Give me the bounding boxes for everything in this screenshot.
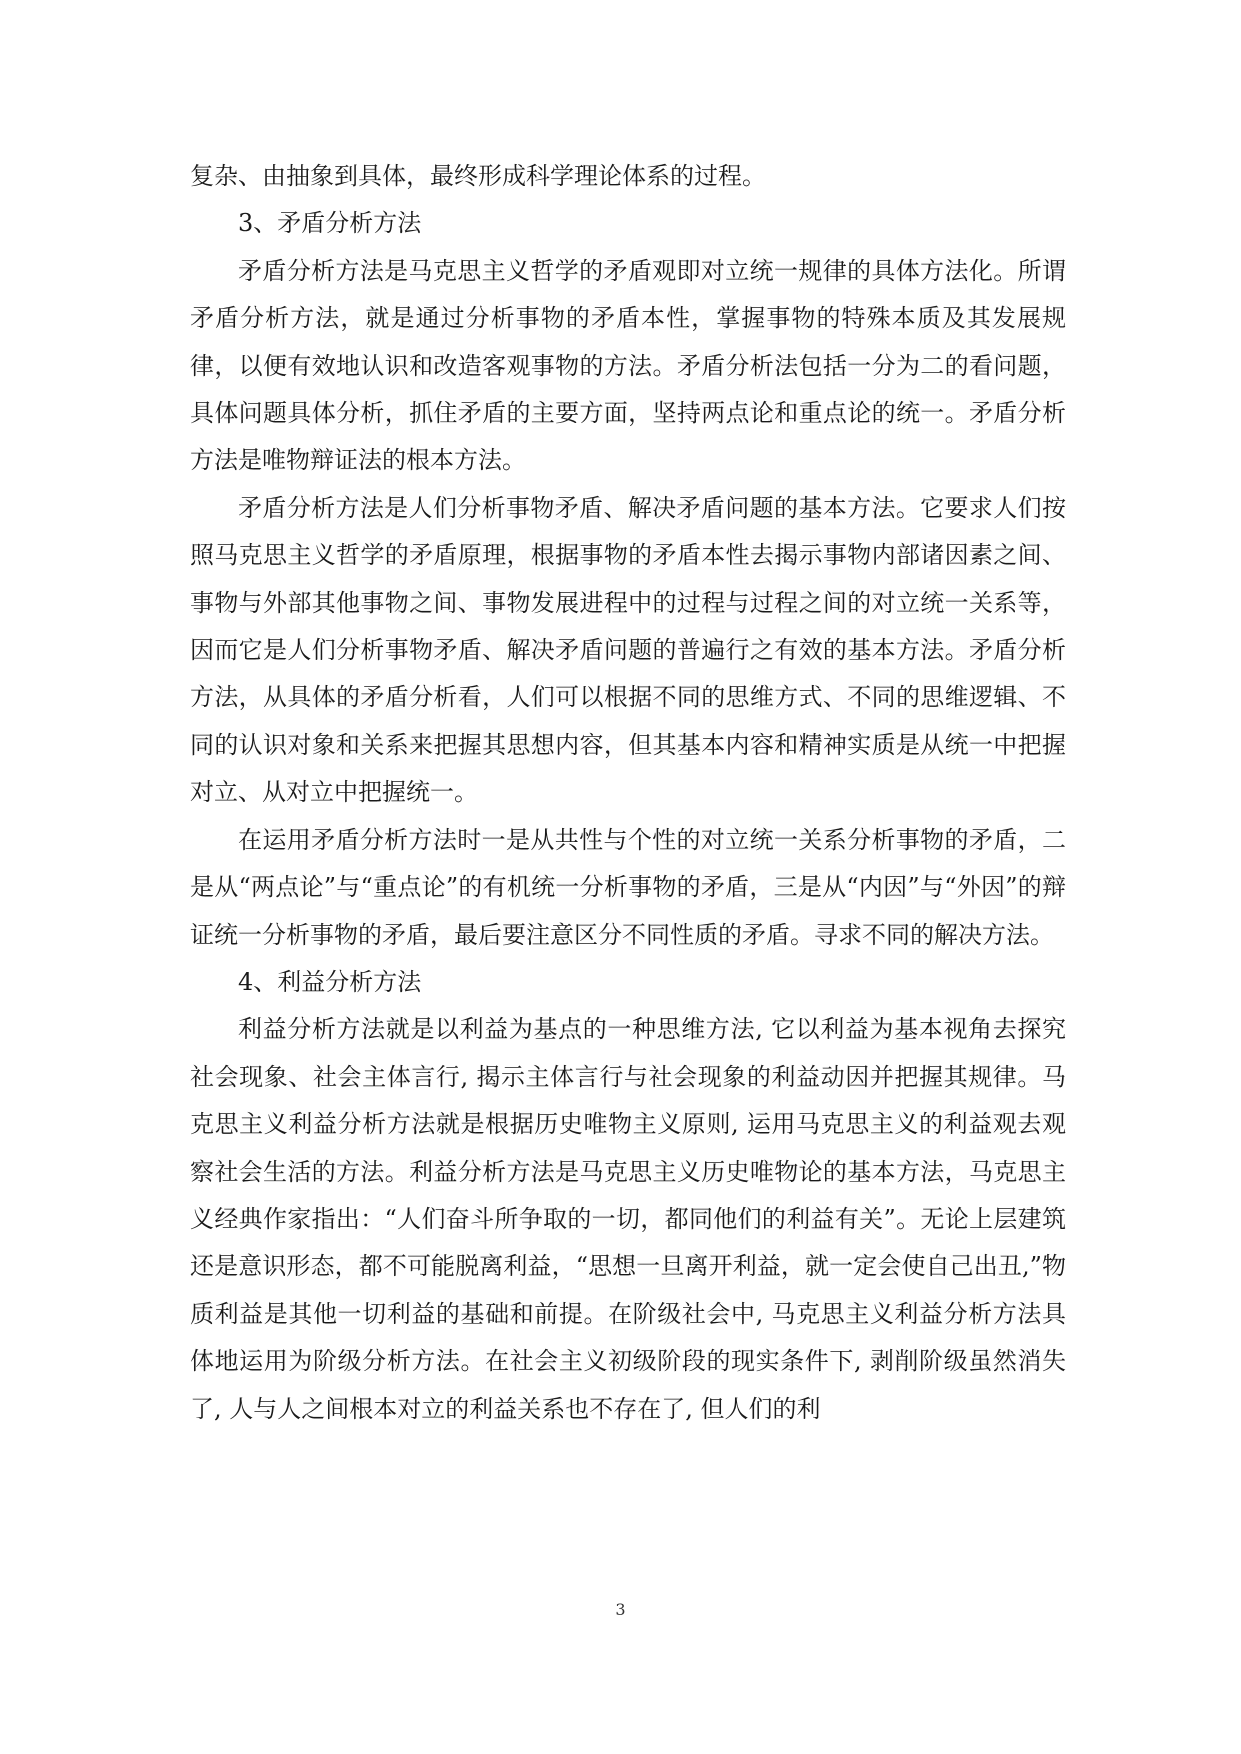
paragraph: 矛盾分析方法是人们分析事物矛盾、解决矛盾问题的基本方法。它要求人们按照马克思主义哲学的矛盾原理，根据事物的矛盾本性去揭示事物内部诸因素之间、事物与外部其他事物之间、事物发展进程中的过程与过程之间的对立统一关系等，因而它是人们分析事物矛盾、解决矛盾问题的普遍行之有效的基本方法。矛盾分析方法，从具体的矛盾分析看，人们可以根据不同的思维方式、不同的思维逻辑、不同的认识对象和关系来把握其思想内容，但其基本内容和精神实质是从统一中把握对立、从对立中把握统一。 — [190, 493, 1066, 807]
page-number: 3 — [615, 1600, 626, 1619]
section-heading-3: 3、矛盾分析方法 — [238, 209, 422, 238]
paragraph-continuation: 复杂、由抽象到具体，最终形成科学理论体系的过程。 — [190, 162, 766, 190]
paragraph: 在运用矛盾分析方法时一是从共性与个性的对立统一关系分析事物的矛盾，二是从“两点论”与“重点论”的有机统一分析事物的矛盾，三是从“内因”与“外因”的辩证统一分析事物的矛盾，最后要注意区分不同性质的矛盾。寻求不同的解决方法。 — [190, 825, 1066, 949]
paragraph: 利益分析方法就是以利益为基点的一种思维方法, 它以利益为基本视角去探究社会现象、社会主体言行, 揭示主体言行与社会现象的利益动因并把握其规律。马克思主义利益分析方法就是根据历史唯物主义原则, 运用马克思主义的利益观去观察社会生活的方法。利益分析方法是马克思主义历史唯物论的基本方法，马克思主义经典作家指出：“人们奋斗所争取的一切，都同他们的利益有关”。无论上层建筑还是意识形态，都不可能脱离利益，“思想一旦离开利益，就一定会使自己出丑,”物质利益是其他一切利益的基础和前提。在阶级社会中, 马克思主义利益分析方法具体地运用为阶级分析方法。在社会主义初级阶段的现实条件下, 剥削阶级虽然消失了, 人与人之间根本对立的利益关系也不存在了, 但人们的利 — [190, 1015, 1066, 1423]
document-body — [190, 153, 1066, 1433]
section-heading-4: 4、利益分析方法 — [238, 967, 422, 996]
paragraph: 矛盾分析方法是马克思主义哲学的矛盾观即对立统一规律的具体方法化。所谓矛盾分析方法，就是通过分析事物的矛盾本性，掌握事物的特殊本质及其发展规律，以便有效地认识和改造客观事物的方法。矛盾分析法包括一分为二的看问题，具体问题具体分析，抓住矛盾的主要方面，坚持两点论和重点论的统一。矛盾分析方法是唯物辩证法的根本方法。 — [190, 256, 1066, 475]
